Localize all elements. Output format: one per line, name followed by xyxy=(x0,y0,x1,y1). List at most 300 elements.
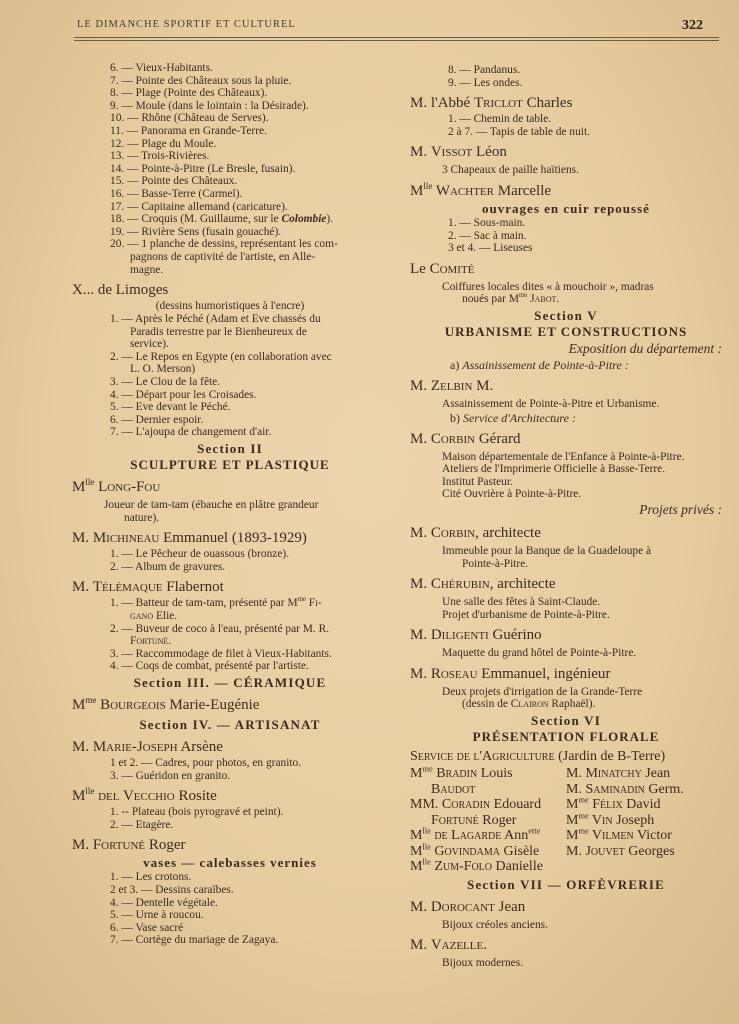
running-header: LE DIMANCHE SPORTIF ET CULTUREL xyxy=(77,19,296,30)
text-run: Deux projets d'irrigation de la Grande-Terre xyxy=(442,685,643,698)
text-run: M xyxy=(410,766,423,782)
text-run: . xyxy=(483,937,487,954)
text-run: M. xyxy=(72,579,93,596)
text-run: 8. — Pandanus. xyxy=(448,64,521,76)
item-line xyxy=(410,242,722,255)
text-run: Raphaël). xyxy=(548,698,596,711)
name-line xyxy=(410,575,722,594)
head2-line xyxy=(410,201,722,217)
text-run: magne. xyxy=(130,263,164,276)
text-run: me xyxy=(578,810,589,820)
text-run: 2. — Le Repos en Egypte (en collaboration avec xyxy=(110,350,332,363)
text-run: Assainissement de Pointe-à-Pitre : xyxy=(462,357,629,372)
text-run: (dessin de xyxy=(462,698,511,711)
name-line xyxy=(410,898,722,917)
item-line xyxy=(410,77,722,90)
text-run: M. xyxy=(410,430,431,447)
item-line xyxy=(72,770,388,783)
text-run: Wachter xyxy=(432,182,494,199)
item-line xyxy=(72,648,388,661)
text-run: Arsène xyxy=(177,738,223,755)
flow-line xyxy=(410,747,722,766)
desc-line xyxy=(410,398,722,411)
pair-line xyxy=(410,797,722,813)
text-run: Gérard xyxy=(475,430,521,447)
text-run: X... de Limoges xyxy=(72,282,169,299)
text-run: Zum-Folo xyxy=(430,859,492,875)
text-run: Jean xyxy=(494,898,526,915)
text-run: 7. — L'ajoupa de changement d'air. xyxy=(110,426,272,439)
item-line xyxy=(72,426,388,439)
name-line xyxy=(410,524,722,543)
text-run: PRÉSENTATION FLORALE xyxy=(472,729,660,745)
item-line xyxy=(72,62,388,75)
text-run: URBANISME ET CONSTRUCTIONS xyxy=(444,323,688,339)
item-line xyxy=(72,401,388,414)
item-line xyxy=(72,884,388,897)
item-line xyxy=(410,217,722,230)
text-run: Georges xyxy=(624,843,675,859)
text-run: M. xyxy=(410,377,431,394)
text-run: , architecte xyxy=(475,524,541,541)
text-run: Assainissement de Pointe-à-Pitre et Urbanisme. xyxy=(442,397,660,410)
text-run: pagnons de captivité de l'artiste, en Alle- xyxy=(130,250,316,263)
text-run: Comité xyxy=(429,260,475,277)
text-run: Corbin xyxy=(430,524,476,541)
item-line xyxy=(72,238,388,251)
descl-line xyxy=(410,488,722,501)
subr-line xyxy=(410,340,722,358)
desc-line xyxy=(410,686,722,699)
header-rule xyxy=(74,37,719,41)
desc-line xyxy=(410,596,722,609)
text-run: M. xyxy=(472,377,494,394)
text-run: M xyxy=(566,828,579,844)
subr-line xyxy=(410,501,722,519)
text-run: Roger xyxy=(478,812,517,828)
desc-line xyxy=(410,451,722,464)
text-run: Fortuné xyxy=(92,837,146,854)
text-run: M. xyxy=(566,781,586,797)
text-run: me xyxy=(578,795,589,805)
text-run: Marie-Eugénie xyxy=(165,696,260,713)
item-line xyxy=(72,201,388,214)
item-line xyxy=(72,75,388,88)
text-run: Service de l'Agriculture xyxy=(410,749,555,765)
item-line xyxy=(72,112,388,125)
descc-line xyxy=(72,512,388,525)
item-line xyxy=(72,414,388,427)
item-line xyxy=(72,175,388,188)
item-line xyxy=(72,351,388,364)
text-run: Rosite xyxy=(174,788,217,805)
text-run: Marcelle xyxy=(493,182,552,199)
name-line xyxy=(72,478,388,497)
text-run: Coiffures locales dites « à mouchoir », madras xyxy=(442,280,654,293)
text-run: Louis xyxy=(477,766,513,782)
text-run: Section III. — CÉRAMIQUE xyxy=(133,674,327,690)
text-run: a) xyxy=(450,357,463,372)
name-line xyxy=(72,787,388,806)
text-run: Section VII — ORFÈVRERIE xyxy=(467,876,665,892)
text-run: Projets privés : xyxy=(639,501,722,517)
text-run: 6. — Dernier espoir. xyxy=(110,413,204,426)
text-run: Colombie xyxy=(281,213,327,226)
cont-line xyxy=(72,635,388,648)
text-run: 17. — Capitaine allemand (caricature). xyxy=(110,200,288,213)
name-line xyxy=(410,626,722,645)
text-run: M. xyxy=(410,524,431,541)
descc-line xyxy=(410,698,722,711)
text-run: 2. — Buveur de coco à l'eau, présenté par M. R. xyxy=(110,622,330,635)
text-run: lle xyxy=(85,477,95,488)
text-run: me xyxy=(422,764,433,774)
text-run: Guérino xyxy=(488,627,542,644)
text-run: 16. — Basse-Terre (Carmel). xyxy=(110,187,243,200)
cont-line xyxy=(72,326,388,339)
text-run: Vazelle xyxy=(430,937,484,954)
text-run: 1. — Batteur de tam-tam, présenté par M xyxy=(110,597,298,610)
text-run: 9. — Les ondes. xyxy=(448,76,523,89)
text-run: nature). xyxy=(124,511,160,524)
text-run: 1. — Les crotons. xyxy=(110,871,192,884)
cont-line xyxy=(72,338,388,351)
text-run: 5. — Eve devant le Péché. xyxy=(110,401,231,414)
item-line xyxy=(72,163,388,176)
text-run: gano xyxy=(130,610,154,622)
text-run: 1 et 2. — Cadres, pour photos, en granito. xyxy=(110,756,302,769)
center-line xyxy=(72,300,388,313)
text-run: Fi- xyxy=(305,597,322,610)
text-run: Edouard xyxy=(490,797,542,813)
descc-line xyxy=(410,293,722,306)
desc-line xyxy=(410,545,722,558)
text-run: Ateliers de l'Imprimerie Officielle à Basse-Terre. xyxy=(442,463,666,476)
text-run: Clairon xyxy=(510,698,549,711)
text-run: Bijoux créoles anciens. xyxy=(442,918,548,931)
item-line xyxy=(72,561,388,574)
text-run: Vissot xyxy=(430,144,473,161)
head-line xyxy=(410,713,722,729)
item-line xyxy=(410,230,722,243)
cont-line xyxy=(72,264,388,277)
text-run: M. xyxy=(410,627,431,644)
text-run: Jouvet xyxy=(585,843,625,859)
text-run: M xyxy=(410,843,423,859)
exhibitor-right xyxy=(566,844,675,860)
text-run: 2 et 3. — Dessins caraïbes. xyxy=(110,883,234,896)
text-run: ette xyxy=(528,826,541,836)
text-run: 4. — Coqs de combat, présenté par l'artiste. xyxy=(110,660,309,673)
text-run: me xyxy=(85,694,97,705)
pair-line xyxy=(410,782,722,798)
text-run: Gisèle xyxy=(500,843,540,859)
desc-line xyxy=(410,957,722,970)
text-run: 12. — Plage du Moule. xyxy=(110,137,217,150)
text-run: Saminadin xyxy=(585,781,645,797)
desc-line xyxy=(410,164,722,177)
text-run: M. xyxy=(566,766,586,782)
text-run: SCULPTURE ET PLASTIQUE xyxy=(130,457,330,473)
item-line xyxy=(72,125,388,138)
text-run: 7. — Cortège du mariage de Zagaya. xyxy=(110,934,279,947)
item-line xyxy=(72,934,388,947)
text-run: noués par M xyxy=(462,293,519,306)
desc-line xyxy=(410,919,722,932)
text-run: me xyxy=(297,596,306,604)
item-line xyxy=(410,113,722,126)
item-line xyxy=(410,64,722,77)
name-line xyxy=(72,578,388,597)
descl-line xyxy=(410,609,722,622)
text-run: Section II xyxy=(197,441,263,457)
text-run: Baudot xyxy=(410,781,476,797)
text-run: M xyxy=(410,859,423,875)
name-line xyxy=(72,836,388,855)
text-run: M xyxy=(566,812,579,828)
exhibitor-left xyxy=(410,828,566,844)
pair-line xyxy=(410,841,722,860)
item-line xyxy=(72,806,388,819)
text-run: Govindama xyxy=(430,843,500,859)
text-run: Joueur de tam-tam (ébauche en plâtre grandeur xyxy=(104,499,319,512)
text-run: Félix xyxy=(588,797,623,813)
item-line xyxy=(72,757,388,770)
text-run: lle xyxy=(85,786,95,797)
text-run: 10. — Rhône (Château de Serves). xyxy=(110,112,269,125)
text-run: , architecte xyxy=(489,576,556,593)
cont-line xyxy=(72,363,388,376)
text-run: Léon xyxy=(472,144,507,161)
text-run: 2. — Album de gravures. xyxy=(110,560,226,573)
name-line xyxy=(72,529,388,548)
text-run: Dorocant xyxy=(430,898,495,915)
text-run: Section IV. — ARTISANAT xyxy=(139,716,321,732)
head2-line xyxy=(72,457,388,473)
item-line xyxy=(72,150,388,163)
text-run: Vilmen xyxy=(588,828,634,844)
text-run: 8. — Plage (Pointe des Châteaux). xyxy=(110,87,268,100)
text-run: Vin xyxy=(588,812,613,828)
item-line xyxy=(72,188,388,201)
item-line xyxy=(72,897,388,910)
text-run: 2. — Etagère. xyxy=(110,818,174,831)
text-run: me xyxy=(578,826,589,836)
text-run: Immeuble pour la Banque de la Guadeloupe à xyxy=(442,544,652,557)
item-line xyxy=(72,548,388,561)
text-run: Victor xyxy=(633,828,672,844)
text-run: 2. — Sac à main. xyxy=(448,229,527,242)
name-line xyxy=(410,430,722,449)
item-line xyxy=(72,871,388,884)
text-run: 9. — Moule (dans le lointain : la Désirade). xyxy=(110,99,309,112)
desc-line xyxy=(72,499,388,512)
name-line xyxy=(410,182,722,201)
name-line xyxy=(72,738,388,757)
text-run: 3 et 4. — Liseuses xyxy=(448,242,533,255)
text-run: M. xyxy=(410,665,431,682)
head-line xyxy=(410,877,722,893)
text-run: 3 Chapeaux de paille haïtiens. xyxy=(442,164,579,177)
pair-line xyxy=(410,810,722,829)
text-run: 13. — Trois-Rivières. xyxy=(110,150,210,163)
text-run: 19. — Rivière Sens (fusain gouaché). xyxy=(110,225,282,238)
item-line xyxy=(72,313,388,326)
text-run: Long-Fou xyxy=(94,479,161,496)
text-run: del Vecchio xyxy=(94,788,175,805)
text-run: M. xyxy=(72,530,93,547)
text-run: Exposition du département : xyxy=(568,340,722,356)
text-run: Jean xyxy=(641,766,671,782)
pair-line xyxy=(410,859,722,875)
pair-line xyxy=(410,828,722,844)
item-line xyxy=(72,100,388,113)
text-run: 3. — Le Clou de la fête. xyxy=(110,376,221,389)
head2-line xyxy=(410,324,722,340)
desc-line xyxy=(410,647,722,660)
desc-line xyxy=(410,281,722,294)
text-run: 4. — Dentelle végétale. xyxy=(110,896,218,909)
text-run: M xyxy=(72,479,86,496)
text-run: M. xyxy=(410,144,431,161)
text-run: Flabernot xyxy=(162,579,224,596)
item-line xyxy=(410,126,722,139)
text-run: Minatchy xyxy=(585,766,642,782)
text-run: L. O. Merson) xyxy=(130,363,196,376)
text-run: Triclot xyxy=(473,95,523,112)
text-run: 7. — Pointe des Châteaux sous la pluie. xyxy=(110,74,292,87)
text-run: Institut Pasteur. xyxy=(442,475,513,488)
text-run: Bijoux modernes. xyxy=(442,957,523,970)
exhibitor-left xyxy=(410,782,566,798)
text-run: Danielle xyxy=(492,859,543,875)
text-run: Emmanuel (1893-1929) xyxy=(159,530,307,547)
text-run: M. l'Abbé xyxy=(410,95,474,112)
text-run: Section V xyxy=(534,307,598,323)
item-line xyxy=(72,213,388,226)
text-run: Roseau xyxy=(430,665,478,682)
exhibitor-left xyxy=(410,797,566,813)
text-run: 3. — Guéridon en granito. xyxy=(110,769,231,782)
cont-line xyxy=(72,610,388,623)
text-run: (Jardin de B-Terre) xyxy=(554,749,666,765)
left-column xyxy=(72,62,388,947)
head2-line xyxy=(72,855,388,871)
text-run: lle xyxy=(422,857,431,867)
text-run: Germ. xyxy=(644,781,684,797)
exhibitor-left xyxy=(410,859,566,875)
text-run: Roger xyxy=(145,837,186,854)
text-run: Corbin xyxy=(430,430,476,447)
text-run: Bradin xyxy=(432,766,478,782)
text-run: M. xyxy=(566,843,586,859)
exhibitor-right xyxy=(566,766,670,782)
pair-line xyxy=(410,766,722,782)
text-run: de Lagarde xyxy=(430,828,502,844)
exhibitor-left xyxy=(410,813,566,829)
name-line xyxy=(410,260,722,279)
text-run: me xyxy=(518,292,528,300)
text-run: M. xyxy=(410,898,431,915)
text-run: Fortuné. xyxy=(130,635,172,648)
exhibitor-left xyxy=(410,841,566,860)
text-run: Coradin xyxy=(441,797,491,813)
text-run: lle xyxy=(422,826,431,836)
right-column xyxy=(410,64,722,970)
text-run: Cité Ouvrière à Pointe-à-Pitre. xyxy=(442,488,582,501)
text-run: 6. — Vieux-Habitants. xyxy=(110,62,213,74)
text-run: M xyxy=(566,797,579,813)
text-run: ). xyxy=(326,213,334,226)
text-run: Section VI xyxy=(531,713,601,729)
text-run: 1. — Après le Péché (Adam et Eve chassés du xyxy=(110,313,321,326)
subi-line xyxy=(410,411,722,425)
text-run: Joseph xyxy=(612,812,655,828)
text-run: Marie-Joseph xyxy=(92,738,178,755)
text-run: 1. — Sous-main. xyxy=(448,216,526,229)
text-run: 20. — 1 planche de dessins, représentant les com- xyxy=(110,238,338,251)
text-run: Jabot. xyxy=(527,293,560,306)
text-run: M. xyxy=(72,837,93,854)
text-run: 5. — Urne à roucou. xyxy=(110,909,204,922)
item-line xyxy=(72,376,388,389)
text-run: Maison départementale de l'Enfance à Pointe-à-Pitre. xyxy=(442,450,685,463)
text-run: Service d'Architecture : xyxy=(463,410,576,425)
text-run: Pointe-à-Pitre. xyxy=(462,557,529,570)
item-line xyxy=(72,909,388,922)
text-run: 15. — Pointe des Châteaux. xyxy=(110,175,238,188)
text-run: 1. — Le Pêcheur de ouassous (bronze). xyxy=(110,548,290,561)
text-run: Télémaque xyxy=(92,579,163,596)
text-run: Ann xyxy=(501,828,529,844)
descl-line xyxy=(410,476,722,489)
head-line xyxy=(72,675,388,691)
descc-line xyxy=(410,558,722,571)
text-run: Michineau xyxy=(92,530,160,547)
page-number: 322 xyxy=(682,18,703,33)
text-run: MM. xyxy=(410,797,442,813)
item-line xyxy=(72,138,388,151)
text-run: lle xyxy=(422,841,431,851)
exhibitor-left xyxy=(410,766,566,782)
name-line xyxy=(72,281,388,300)
text-run: Le xyxy=(410,260,430,277)
head-line xyxy=(72,717,388,733)
text-run: Bourgeois xyxy=(96,696,166,713)
name-line xyxy=(410,936,722,955)
text-run: ouvrages en cuir repoussé xyxy=(482,200,650,216)
text-run: 3. — Raccommodage de filet à Vieux-Habitants. xyxy=(110,647,332,660)
text-run: Maquette du grand hôtel de Pointe-à-Pitre. xyxy=(442,647,637,660)
text-run: Emmanuel, ingénieur xyxy=(477,665,611,682)
name-line xyxy=(410,143,722,162)
item-line xyxy=(72,819,388,832)
exhibitor-right xyxy=(566,828,672,844)
text-run: 4. — Départ pour les Croisades. xyxy=(110,388,257,401)
item-line xyxy=(72,922,388,935)
name-line xyxy=(410,665,722,684)
text-run: vases — calebasses vernies xyxy=(143,855,317,871)
text-run: 11. — Panorama en Grande-Terre. xyxy=(110,124,267,137)
text-run: Fortuné xyxy=(410,812,479,828)
item-line xyxy=(72,623,388,636)
text-run: Diligenti xyxy=(430,627,489,644)
text-run: service). xyxy=(130,338,169,351)
item-line xyxy=(72,389,388,402)
text-run: M xyxy=(410,182,424,199)
text-run: Charles xyxy=(522,95,573,112)
text-run: 1. -- Plateau (bois pyrogravé et peint). xyxy=(110,806,284,819)
